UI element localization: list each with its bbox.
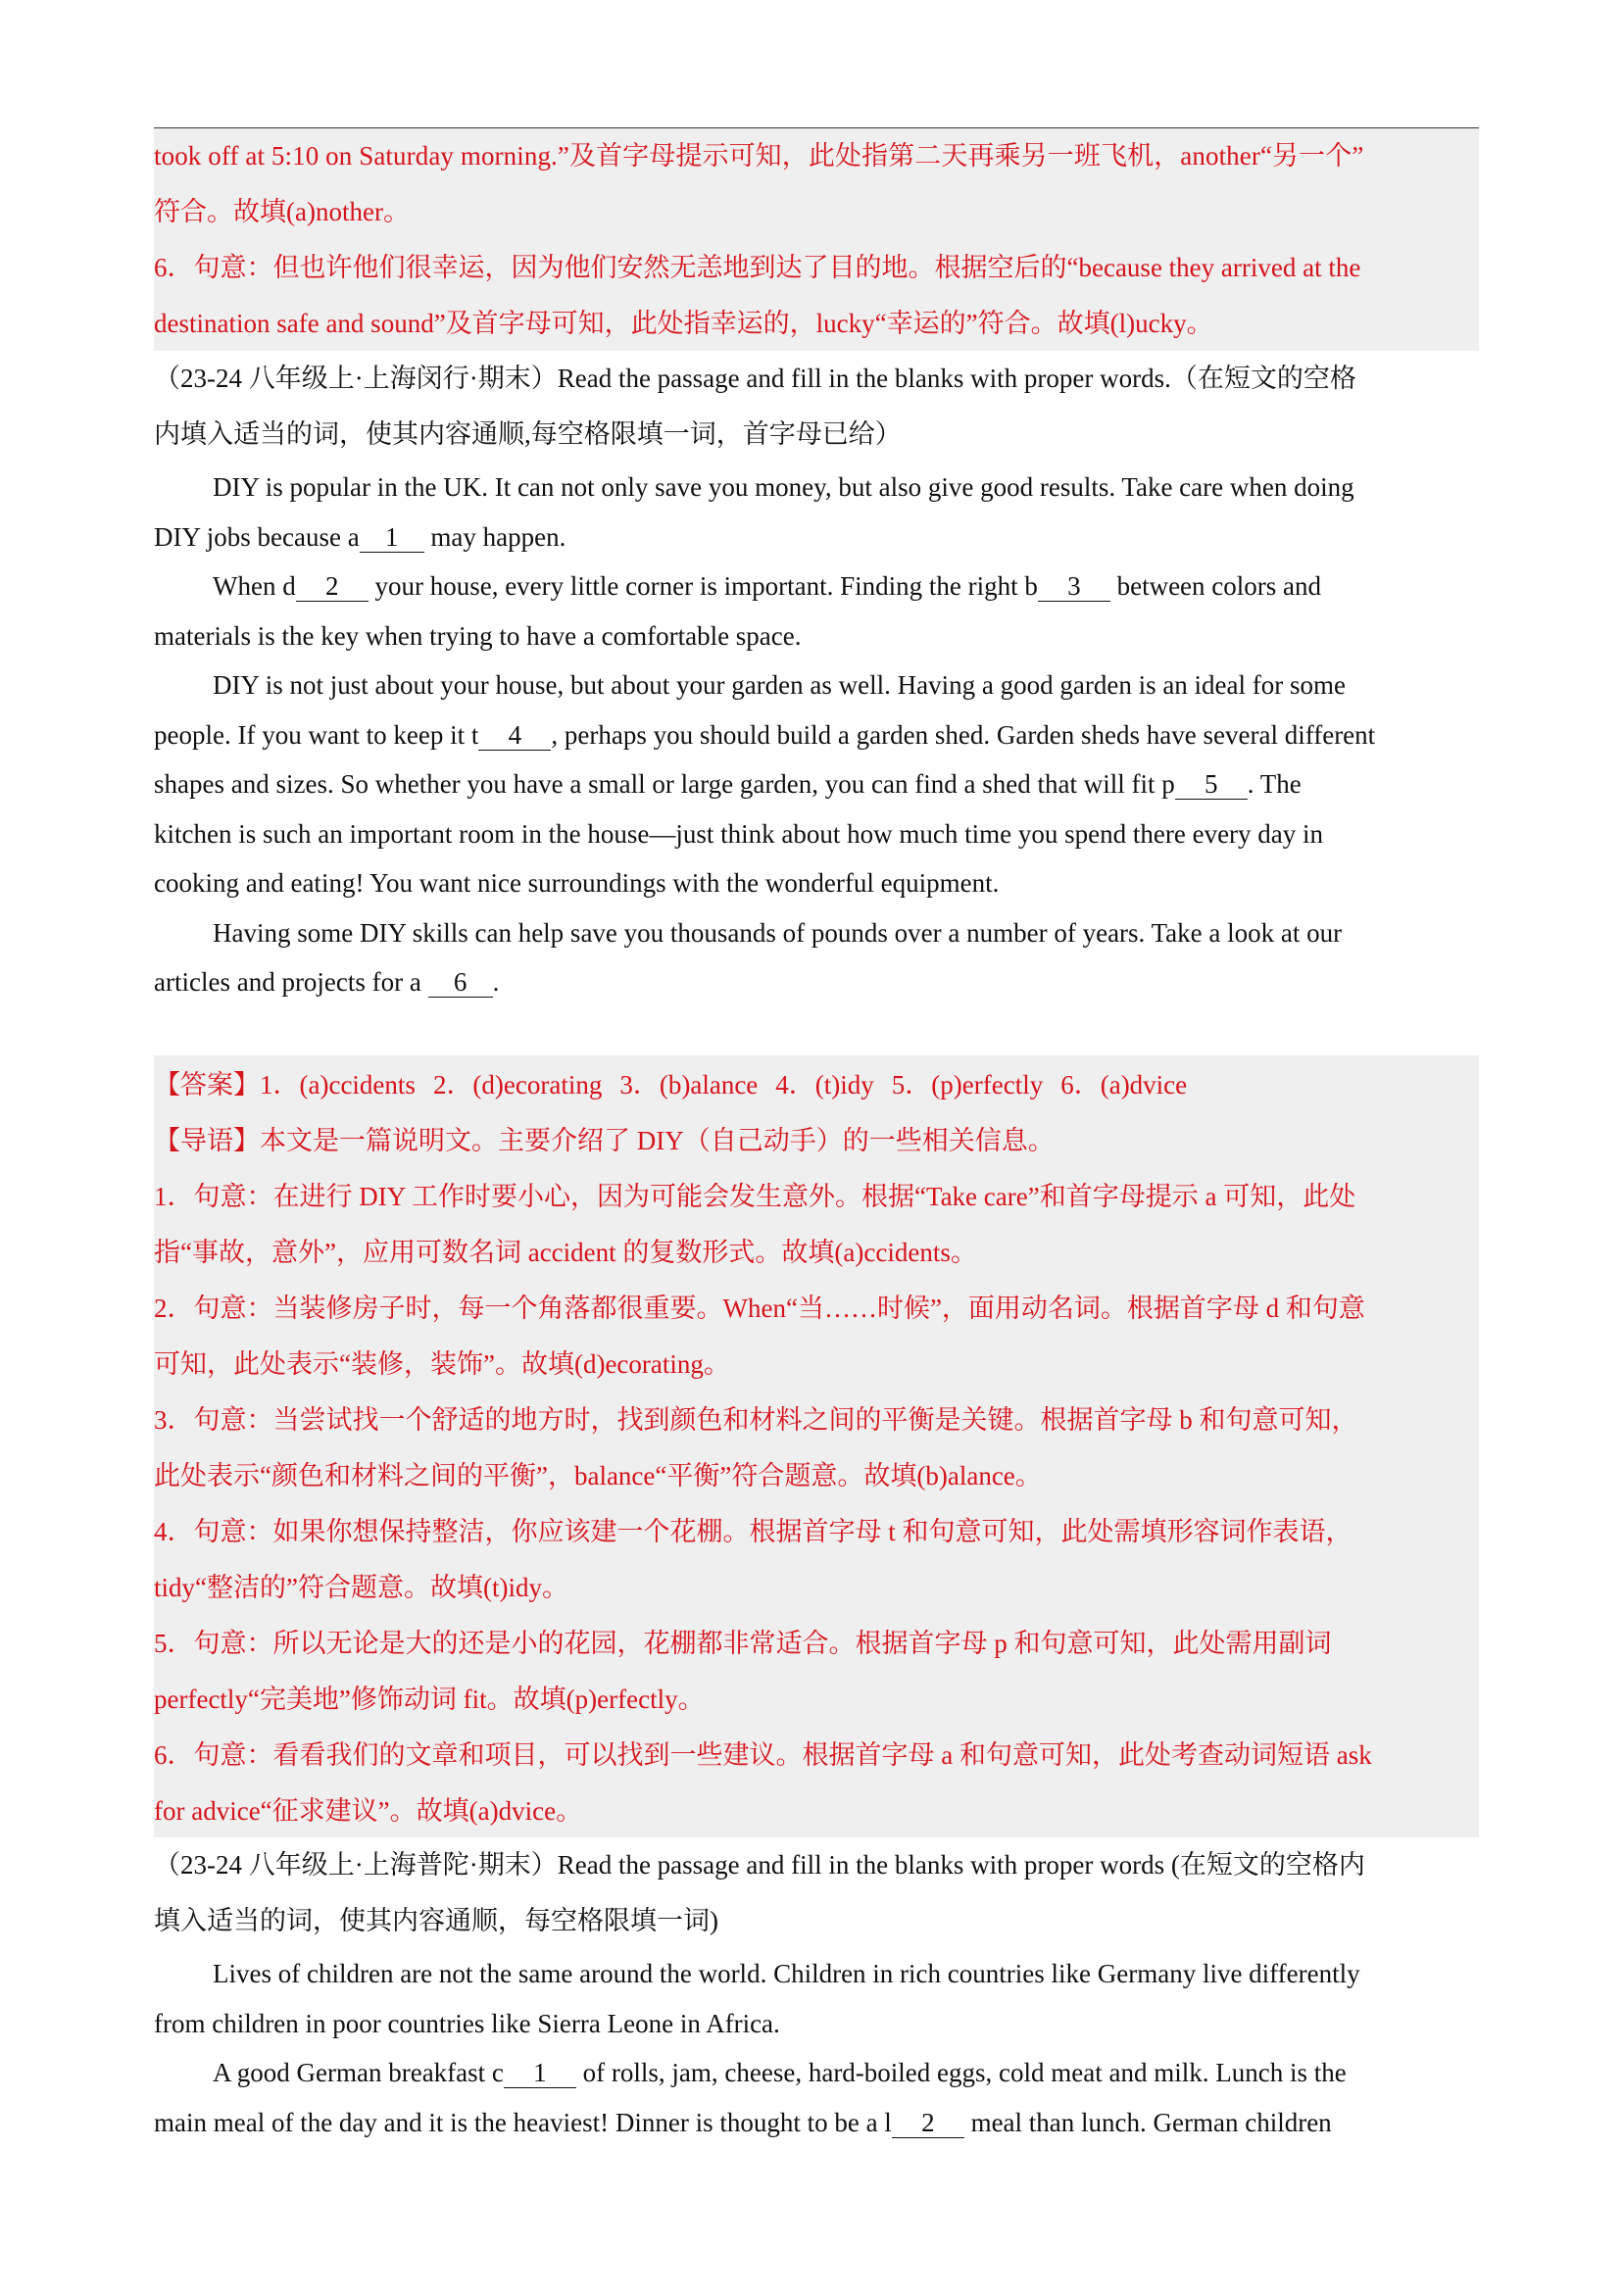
answer-tag: 【答案】	[154, 1070, 260, 1099]
explanation-line: 此处表示“颜色和材料之间的平衡”，balance“平衡”符合题意。故填(b)alance。	[154, 1461, 1042, 1490]
explanation-line: destination safe and sound”及首字母可知，此处指幸运的，lucky“幸运的”符合。故填(l)ucky。	[154, 309, 1213, 338]
blank-3[interactable]: 3	[1038, 571, 1110, 602]
passage-line: cooking and eating! You want nice surroundings with the wonderful equipment.	[154, 868, 1000, 898]
question-header: （23-24 八年级上·上海闵行·期末）Read the passage and fill in the blanks with proper words.（在短文的空格	[154, 364, 1356, 393]
explanation-line: 6．句意：但也许他们很幸运，因为他们安然无恙地到达了目的地。根据空后的“because they arrived at the	[154, 253, 1361, 282]
text-run: DIY jobs because a	[154, 521, 360, 552]
explanation-line: 5．句意：所以无论是大的还是小的花园，花棚都非常适合。根据首字母 p 和句意可知，此处需用副词	[154, 1629, 1332, 1658]
answer-item: 6．(a)dvice	[1060, 1070, 1188, 1099]
explanation-line: took off at 5:10 on Saturday morning.”及首字母提示可知，此处指第二天再乘另一班飞机，another“另一个”	[154, 141, 1364, 171]
explanation-line: 可知，此处表示“装修，装饰”。故填(d)ecorating。	[154, 1349, 730, 1379]
passage-line	[154, 710, 1479, 760]
passage-line	[154, 759, 1479, 809]
blank-6[interactable]: 6	[428, 967, 493, 998]
question-header: 填入适当的词，使其内容通顺，每空格限填一词)	[154, 1906, 718, 1935]
answer-item: 4．(t)idy	[775, 1070, 874, 1099]
explanation-line: 4．句意：如果你想保持整洁，你应该建一个花棚。根据首字母 t 和句意可知，此处需填形容词作表语，	[154, 1517, 1352, 1546]
text-run: people. If you want to keep it t	[154, 719, 479, 750]
passage-line	[154, 957, 1479, 1007]
explanation-line: 6．句意：看看我们的文章和项目，可以找到一些建议。根据首字母 a 和句意可知，此处考查动词短语 ask	[154, 1740, 1372, 1770]
passage-line: kitchen is such an important room in the house—just think about how much time you spend there every day in	[154, 818, 1324, 849]
text-run: of rolls, jam, cheese, hard-boiled eggs, cold meat and milk. Lunch is the	[575, 2058, 1347, 2087]
text-run: , perhaps you should build a garden shed. Garden sheds have several different	[551, 719, 1376, 750]
explanation-line: for advice“征求建议”。故填(a)dvice。	[154, 1796, 583, 1826]
answer-item: 5．(p)erfectly	[891, 1070, 1044, 1099]
answer-item: 1．(a)ccidents	[260, 1070, 416, 1099]
guide-tag: 【导语】	[154, 1126, 260, 1155]
answer-block	[154, 1055, 1479, 1837]
text-run: meal than lunch. German children	[963, 2107, 1332, 2137]
text-run: may happen.	[423, 521, 566, 552]
text-run: .	[492, 967, 500, 997]
answer-line	[154, 1057, 1479, 1113]
passage-line: from children in poor countries like Sierra Leone in Africa.	[154, 2008, 780, 2038]
blank-2[interactable]: 2	[892, 2108, 964, 2138]
blank-5[interactable]: 5	[1175, 769, 1248, 800]
passage	[154, 463, 1479, 1007]
explanation-line: 3．句意：当尝试找一个舒适的地方时，找到颜色和材料之间的平衡是关键。根据首字母 b 和句意可知，	[154, 1405, 1358, 1435]
passage-line: Having some DIY skills can help save you thousands of pounds over a number of years. Take a look at our	[213, 917, 1343, 948]
text-run: between colors and	[1109, 571, 1322, 601]
guide-line	[154, 1113, 1479, 1169]
passage-line: materials is the key when trying to have a comfortable space.	[154, 620, 802, 651]
question-2	[154, 351, 1479, 1007]
explanation-line: perfectly“完美地”修饰动词 fit。故填(p)erfectly。	[154, 1685, 705, 1714]
passage-line: DIY is not just about your house, but about your garden as well. Having a good garden is an ideal for some	[213, 670, 1347, 700]
text-run: When d	[213, 571, 296, 601]
previous-answer-block	[154, 128, 1479, 351]
question-header: （23-24 八年级上·上海普陀·期末）Read the passage and fill in the blanks with proper words (在短文的空格内	[154, 1850, 1365, 1880]
explanation-line: 符合。故填(a)nother。	[154, 197, 410, 226]
explanation-line: 2．句意：当装修房子时，每一个角落都很重要。When“当……时候”，面用动名词。根据首字母 d 和句意	[154, 1294, 1365, 1323]
blank-2[interactable]: 2	[296, 571, 369, 602]
text-run: . The	[1247, 769, 1302, 799]
answer-item: 3．(b)alance	[619, 1070, 759, 1099]
blank-1[interactable]: 1	[360, 522, 424, 553]
blank-4[interactable]: 4	[478, 720, 551, 751]
text-run: articles and projects for a	[154, 967, 428, 997]
passage-line: Lives of children are not the same around the world. Children in rich countries like Germany live differently	[213, 1959, 1360, 1988]
explanation-line: tidy“整洁的”符合题意。故填(t)idy。	[154, 1573, 568, 1602]
passage-line	[154, 2048, 1479, 2098]
passage-line	[154, 513, 1479, 562]
text-run: your house, every little corner is important. Finding the right b	[368, 571, 1038, 601]
answer-item: 2．(d)ecorating	[432, 1070, 603, 1099]
passage-line: DIY is popular in the UK. It can not only save you money, but also give good results. Take care when doing	[213, 472, 1354, 502]
explanation-line: 1．句意：在进行 DIY 工作时要小心，因为可能会发生意外。根据“Take care”和首字母提示 a 可知，此处	[154, 1182, 1356, 1211]
question-3	[154, 1837, 1479, 2147]
explanation-line: 指“事故，意外”，应用可数名词 accident 的复数形式。故填(a)ccidents。	[154, 1238, 977, 1267]
text-run: shapes and sizes. So whether you have a small or large garden, you can find a shed that will fit p	[154, 769, 1175, 799]
guide-text: 本文是一篇说明文。主要介绍了 DIY（自己动手）的一些相关信息。	[260, 1126, 1055, 1155]
blank-1[interactable]: 1	[504, 2058, 576, 2088]
passage-line	[154, 2098, 1479, 2148]
question-header: 内填入适当的词，使其内容通顺,每空格限填一词，首字母已给）	[154, 419, 902, 449]
text-run: main meal of the day and it is the heaviest! Dinner is thought to be a l	[154, 2107, 892, 2137]
text-run: A good German breakfast c	[213, 2058, 504, 2087]
passage-line	[154, 562, 1479, 611]
